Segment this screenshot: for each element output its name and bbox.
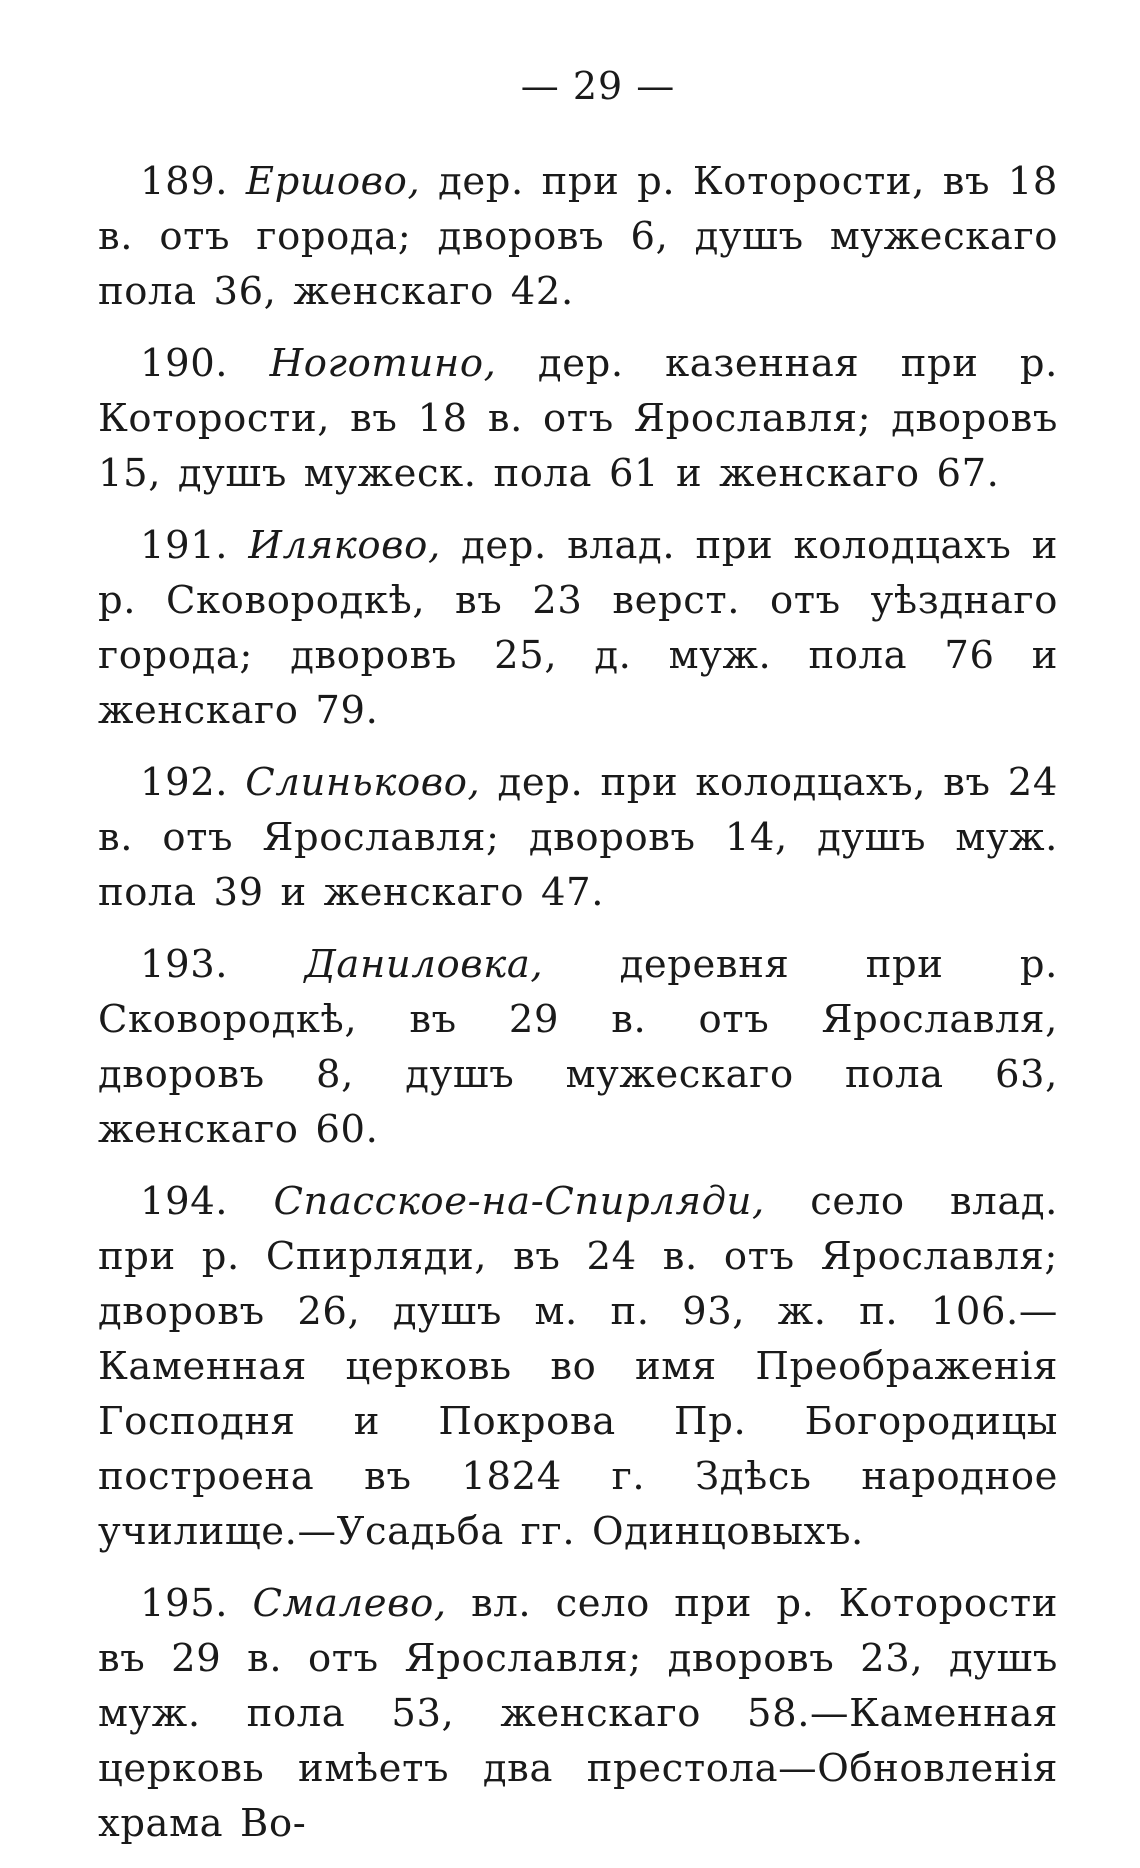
entry-name: Ершово, xyxy=(245,159,421,204)
entry-number: 194. xyxy=(140,1179,229,1224)
entry-195 xyxy=(98,1576,1058,1851)
entry-name: Ноготино, xyxy=(269,341,497,386)
entry-number: 191. xyxy=(140,523,229,568)
entry-name: Смалево, xyxy=(252,1581,447,1626)
entry-text: дер. влад. при колодцахъ и р. Сковородкѣ, въ 23 верст. отъ уѣзднаго города; дворовъ 25, д. муж. пола 76 и женскаго 79. xyxy=(98,523,1058,733)
entry-number: 192. xyxy=(140,760,229,805)
entry-name: Спасское-на-Спирляди, xyxy=(273,1179,765,1224)
entry-189 xyxy=(98,154,1058,319)
entry-192 xyxy=(98,755,1058,920)
entry-number: 195. xyxy=(140,1581,229,1626)
entry-number: 193. xyxy=(140,942,229,987)
entry-name: Даниловка, xyxy=(304,942,544,987)
entry-name: Слиньково, xyxy=(245,760,481,805)
entry-number: 190. xyxy=(140,341,229,386)
entry-text: дер. при р. Которости, въ 18 в. отъ города; дворовъ 6, душъ мужескаго пола 36, женскаго 42. xyxy=(98,159,1058,314)
entry-193 xyxy=(98,937,1058,1157)
entry-number: 189. xyxy=(140,159,229,204)
entry-name: Иляково, xyxy=(248,523,441,568)
entry-text: деревня при р. Сковородкѣ, въ 29 в. отъ Ярославля, дворовъ 8, душъ мужескаго пола 63, женскаго 60. xyxy=(98,942,1058,1152)
entry-text: вл. село при р. Которости въ 29 в. отъ Ярославля; дворовъ 23, душъ муж. пола 53, женскаго 58.—Каменная церковь имѣетъ два престола—Обновленія храма Во- xyxy=(98,1581,1059,1846)
page-number: — 29 — xyxy=(520,64,676,108)
entry-194 xyxy=(98,1174,1058,1559)
entry-191 xyxy=(98,518,1058,738)
entry-text: дер. казенная при р. Которости, въ 18 в. отъ Ярославля; дворовъ 15, душъ мужеск. пола 61 и женскаго 67. xyxy=(98,341,1059,496)
book-page xyxy=(98,58,1058,1868)
entry-190 xyxy=(98,336,1058,501)
entry-list xyxy=(98,154,1058,1851)
entry-text: дер. при колодцахъ, въ 24 в. отъ Ярославля; дворовъ 14, душъ муж. пола 39 и женскаго 47. xyxy=(98,760,1058,915)
entry-text: село влад. при р. Спирляди, въ 24 в. отъ Ярославля; дворовъ 26, душъ м. п. 93, ж. п. 106.—Каменная церковь во имя Преображенія Господня и Покрова Пр. Богородицы построена въ 1824 г. Здѣсь народное училище.—Усадьба гг. Одинцовыхъ. xyxy=(98,1179,1059,1554)
